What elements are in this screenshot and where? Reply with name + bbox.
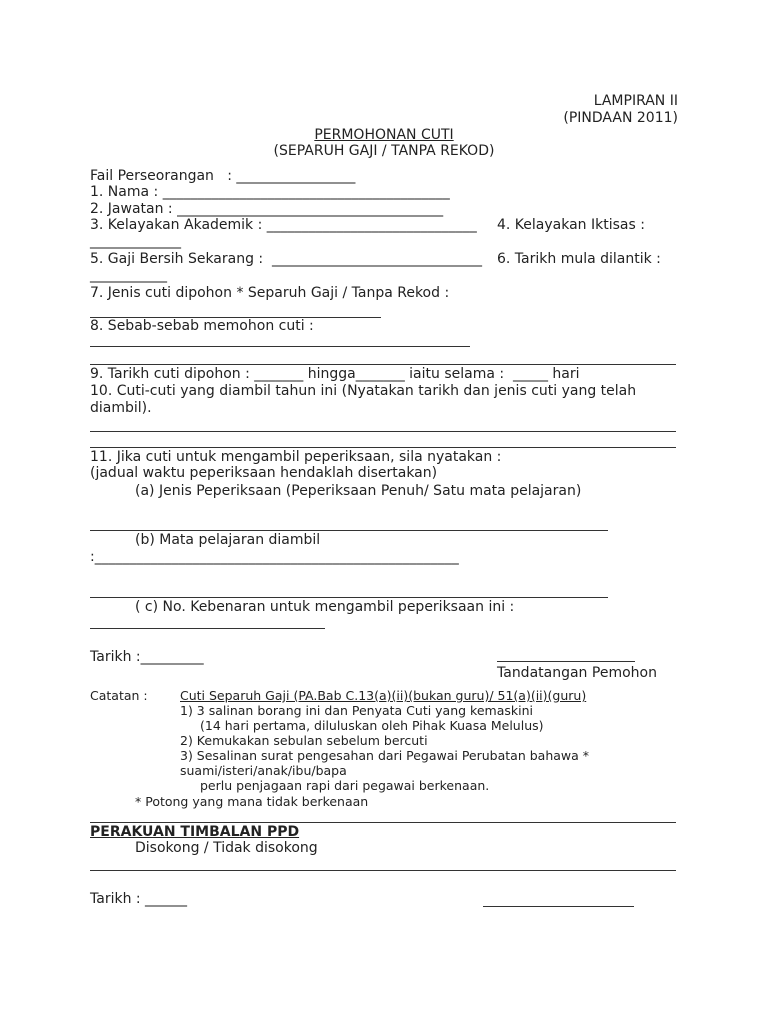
sebab-cuti-label: 8. Sebab-sebab memohon cuti : [90, 318, 314, 334]
section-divider [90, 822, 676, 823]
nama-field[interactable]: 1. Nama : _________________________________________ [90, 184, 450, 200]
catatan-item-2: 2) Kemukakan sebulan sebelum bercuti [180, 733, 428, 748]
tarikh-dilantik-field[interactable]: ___________ [90, 267, 167, 283]
jenis-cuti-label: 7. Jenis cuti dipohon * Separuh Gaji / Tanpa Rekod : [90, 285, 450, 301]
no-kebenaran-label: ( c) No. Kebenaran untuk mengambil peperiksaan ini : [135, 599, 515, 615]
cuti-diambil-label-cont: diambil). [90, 400, 152, 416]
lampiran-label: LAMPIRAN II [593, 93, 678, 109]
jenis-peperiksaan-line[interactable] [90, 530, 608, 531]
cuti-diambil-line-1[interactable] [90, 431, 676, 432]
mata-pelajaran-label: (b) Mata pelajaran diambil [135, 532, 321, 548]
mata-pelajaran-line[interactable] [90, 597, 608, 598]
signature-line[interactable] [497, 661, 635, 662]
no-kebenaran-line[interactable] [90, 628, 325, 629]
sebab-cuti-line-1[interactable] [90, 346, 470, 347]
cuti-diambil-line-2[interactable] [90, 447, 676, 448]
fail-perseorangan-field[interactable]: Fail Perseorangan : _________________ [90, 168, 356, 184]
catatan-heading: Cuti Separuh Gaji (PA.Bab C.13(a)(ii)(bukan guru)/ 51(a)(ii)(guru) [180, 688, 587, 703]
kelayakan-iktisas-label: 4. Kelayakan Iktisas : [497, 217, 645, 233]
disokong-option[interactable]: Disokong / Tidak disokong [135, 840, 318, 856]
gaji-bersih-field[interactable]: 5. Gaji Bersih Sekarang : ______________________________ [90, 251, 483, 267]
perakuan-comment-line[interactable] [90, 870, 676, 871]
peperiksaan-note: (jadual waktu peperiksaan hendaklah disertakan) [90, 465, 438, 481]
kelayakan-akademik-field[interactable]: 3. Kelayakan Akademik : ______________________________ [90, 217, 477, 233]
catatan-item-1b: (14 hari pertama, diluluskan oleh Pihak Kuasa Melulus) [200, 718, 544, 733]
mata-pelajaran-field[interactable]: :____________________________________________________ [90, 549, 459, 565]
perakuan-heading: PERAKUAN TIMBALAN PPD [90, 824, 300, 840]
form-title: PERMOHONAN CUTI [314, 127, 454, 143]
form-subtitle: (SEPARUH GAJI / TANPA REKOD) [273, 143, 495, 159]
sebab-cuti-line-2[interactable] [90, 364, 676, 365]
perakuan-signature-line[interactable] [483, 906, 634, 907]
catatan-item-3c: perlu penjagaan rapi dari pegawai berkenaan. [200, 778, 490, 793]
jenis-peperiksaan-label: (a) Jenis Peperiksaan (Peperiksaan Penuh/ Satu mata pelajaran) [135, 483, 582, 499]
catatan-item-3b: suami/isteri/anak/ibu/bapa [180, 763, 347, 778]
catatan-item-1: 1) 3 salinan borang ini dan Penyata Cuti yang kemaskini [180, 703, 533, 718]
cuti-diambil-label: 10. Cuti-cuti yang diambil tahun ini (Nyatakan tarikh dan jenis cuti yang telah [90, 383, 637, 399]
tarikh-cuti-field[interactable]: 9. Tarikh cuti dipohon : _______ hingga_______ iaitu selama : _____ hari [90, 366, 580, 382]
jawatan-field[interactable]: 2. Jawatan : ______________________________________ [90, 201, 444, 217]
kelayakan-iktisas-field[interactable]: _____________ [90, 233, 181, 249]
perakuan-tarikh-field[interactable]: Tarikh : ______ [90, 891, 188, 907]
tarikh-dilantik-label: 6. Tarikh mula dilantik : [497, 251, 661, 267]
catatan-label: Catatan : [90, 688, 148, 703]
pindaan-label: (PINDAAN 2011) [563, 110, 678, 126]
catatan-note: * Potong yang mana tidak berkenaan [135, 794, 369, 809]
peperiksaan-label: 11. Jika cuti untuk mengambil peperiksaan, sila nyatakan : [90, 449, 502, 465]
tarikh-pemohon-field[interactable]: Tarikh :_________ [90, 649, 204, 665]
tandatangan-pemohon-label: Tandatangan Pemohon [497, 665, 657, 681]
catatan-item-3: 3) Sesalinan surat pengesahan dari Pegawai Perubatan bahawa * [180, 748, 590, 763]
